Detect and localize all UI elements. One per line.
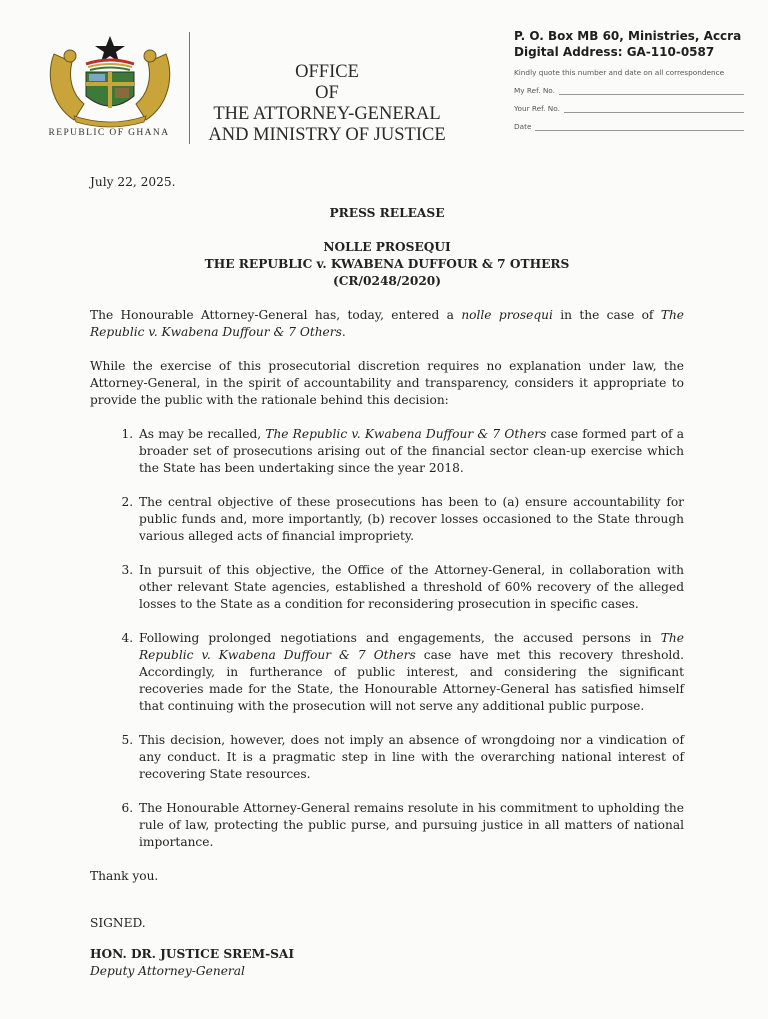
subject-block: [90, 239, 684, 290]
date-label: Date: [514, 122, 532, 131]
quote-note: Kindly quote this number and date on all correspondence: [514, 68, 725, 77]
office-line: THE ATTORNEY-GENERAL: [213, 104, 441, 124]
subject-line: THE REPUBLIC v. KWABENA DUFFOUR & 7 OTHERS: [204, 257, 570, 271]
rationale-paragraph: While the exercise of this prosecutorial discretion requires no explanation under law, the Attorney-General, in the spirit of accountability and transparency, considers it appropriate to provide the public with the rationale behind this decision:: [90, 359, 684, 407]
country-name: REPUBLIC OF GHANA: [48, 128, 170, 138]
my-ref-line: [559, 88, 744, 95]
letter-body: [90, 174, 684, 980]
coat-of-arms-icon: [44, 34, 176, 128]
date-line: [535, 124, 744, 131]
your-ref-label: Your Ref. No.: [514, 104, 560, 113]
my-ref-row: [514, 86, 754, 95]
thanks-text: Thank you.: [90, 869, 159, 883]
list-item: 5. This decision, however, does not imply an absence of wrongdoing nor a vindication of any conduct. It is a pragmatic step in line with the overarching national interest of recovering State resources.: [137, 732, 684, 783]
list-item: 4. Following prolonged negotiations and engagements, the accused persons in The Republic v. Kwabena Duffour & 7 Others case have met this recovery threshold. Accordingly, in furtherance of public interest, and considering the significant recoveries made for the State, the Honourable Attorney-General has satisfied himself that continuing with the prosecution will not serve any additional public purpose.: [137, 630, 684, 715]
rationale-list: [90, 426, 684, 851]
office-title: [196, 62, 458, 146]
office-line: OFFICE: [295, 62, 359, 82]
signed-text: SIGNED.: [90, 916, 146, 930]
list-item: 1. As may be recalled, The Republic v. Kwabena Duffour & 7 Others case formed part of a broader set of prosecutions arising out of the financial sector clean-up exercise which the State has been undertaking since the year 2018.: [137, 426, 684, 477]
signatory-name: HON. DR. JUSTICE SREM-SAI: [90, 947, 295, 961]
address-block: [514, 28, 754, 131]
subject-line: NOLLE PROSEQUI: [323, 240, 451, 254]
signatory-title: Deputy Attorney-General: [90, 964, 245, 978]
your-ref-line: [564, 106, 744, 113]
office-line: OF: [315, 83, 339, 103]
divider-line: [189, 32, 190, 144]
list-item: 6. The Honourable Attorney-General remains resolute in his commitment to upholding the rule of law, protecting the public purse, and pursuing justice in all matters of national importance.: [137, 800, 684, 851]
intro-paragraph: The Honourable Attorney-General has, today, entered a nolle prosequi in the case of The Republic v. Kwabena Duffour & 7 Others.: [90, 308, 685, 339]
letter-date: July 22, 2025.: [90, 175, 176, 189]
postal-address: P. O. Box MB 60, Ministries, Accra: [514, 29, 742, 43]
date-row: [514, 122, 754, 131]
case-number: (CR/0248/2020): [332, 274, 442, 288]
press-release-heading: PRESS RELEASE: [329, 206, 445, 220]
my-ref-label: My Ref. No.: [514, 86, 555, 95]
list-item: 3. In pursuit of this objective, the Office of the Attorney-General, in collaboration with other relevant State agencies, established a threshold of 60% recovery of the alleged losses to the State as a condition for reconsidering prosecution in specific cases.: [137, 562, 684, 613]
list-item: 2. The central objective of these prosecutions has been to (a) ensure accountability for public funds and, more importantly, (b) recover losses occasioned to the State through various alleged acts of financial impropriety.: [137, 494, 684, 545]
your-ref-row: [514, 104, 754, 113]
digital-address: Digital Address: GA-110-0587: [514, 45, 715, 59]
office-line: AND MINISTRY OF JUSTICE: [208, 125, 446, 145]
